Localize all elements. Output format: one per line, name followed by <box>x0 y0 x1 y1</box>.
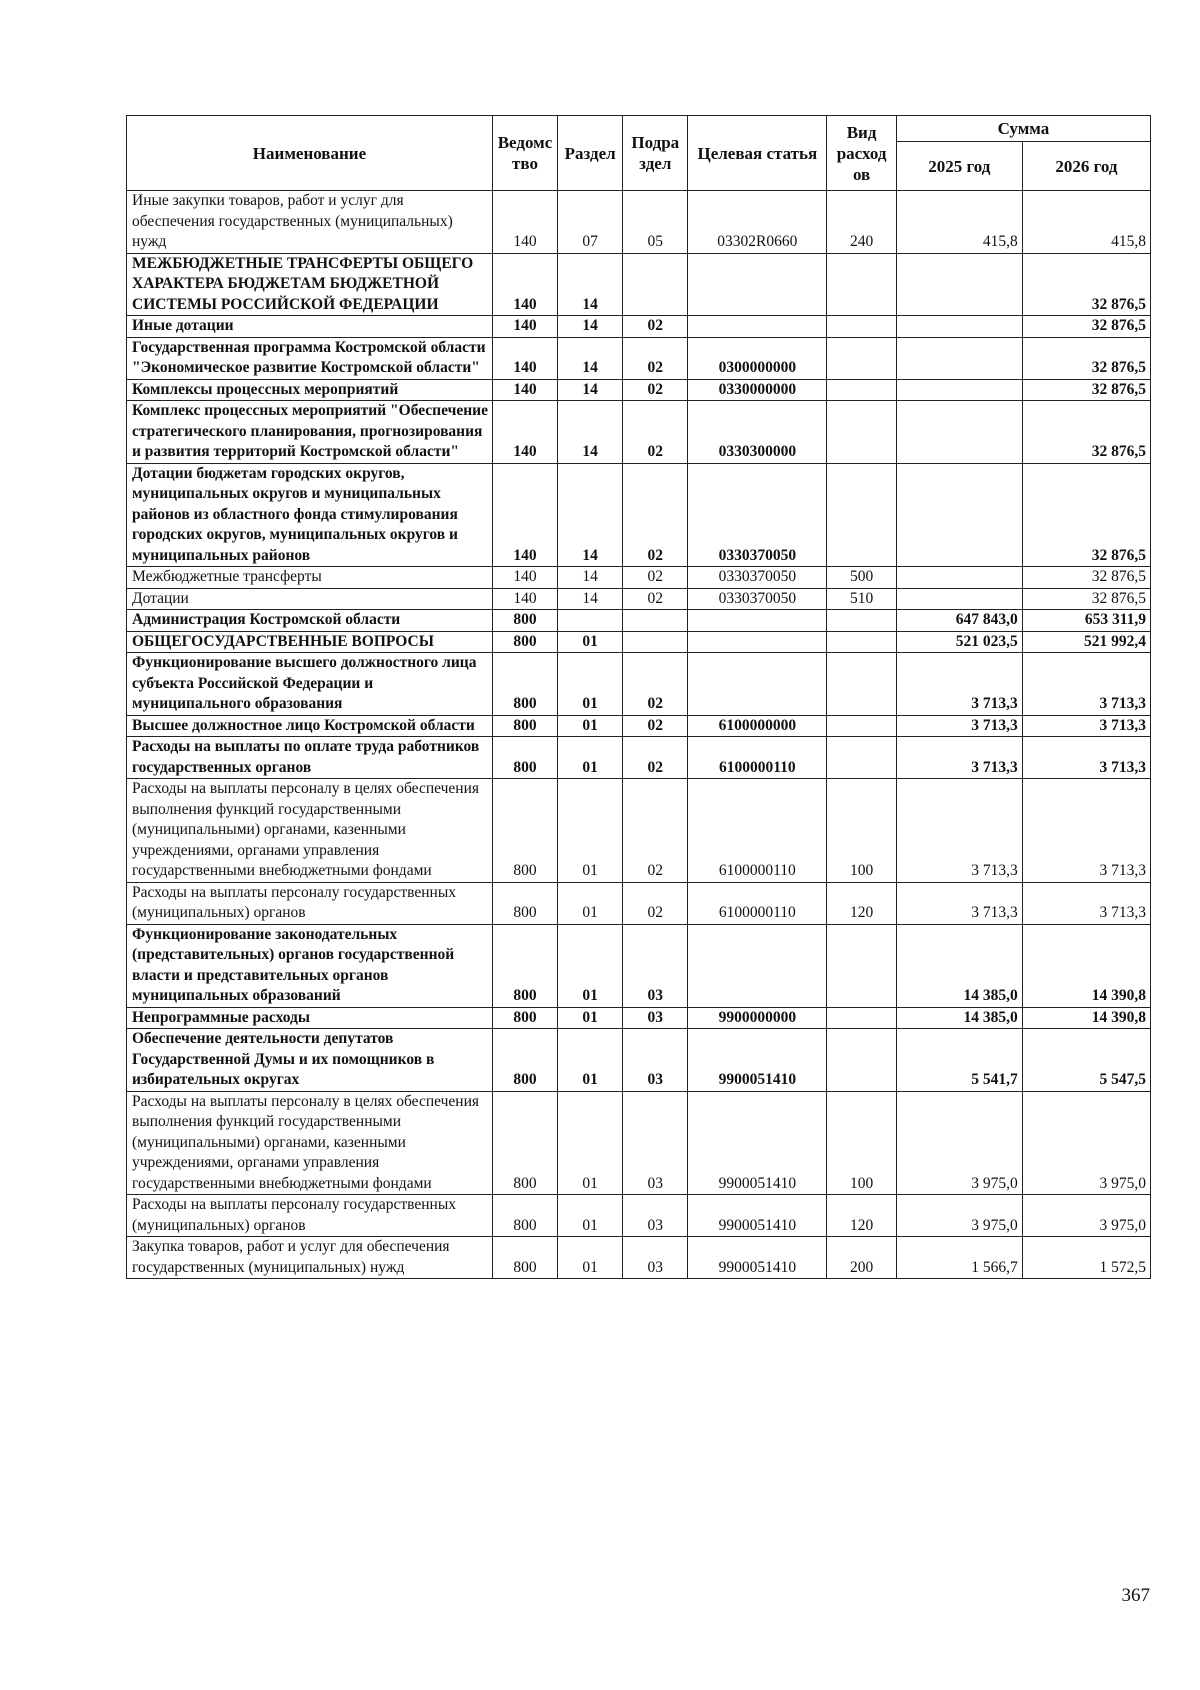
cell-podrazdel: 03 <box>623 1007 688 1029</box>
table-row <box>127 463 1151 567</box>
cell-razdel: 01 <box>558 1029 623 1092</box>
table-row <box>127 401 1151 464</box>
cell-podrazdel: 02 <box>623 567 688 589</box>
cell-vid <box>827 1007 896 1029</box>
cell-sum-2025: 5 541,7 <box>896 1029 1022 1092</box>
cell-vid: 100 <box>827 1091 896 1195</box>
table-row <box>127 715 1151 737</box>
cell-podrazdel: 02 <box>623 715 688 737</box>
header-name: Наименование <box>127 116 493 191</box>
cell-statya <box>688 610 827 632</box>
cell-razdel: 14 <box>558 316 623 338</box>
cell-sum-2026: 32 876,5 <box>1022 588 1150 610</box>
cell-sum-2026: 32 876,5 <box>1022 379 1150 401</box>
cell-vedomstvo: 800 <box>492 715 557 737</box>
cell-sum-2026: 3 975,0 <box>1022 1195 1150 1237</box>
table-row <box>127 737 1151 779</box>
cell-sum-2026: 32 876,5 <box>1022 253 1150 316</box>
cell-sum-2026: 3 975,0 <box>1022 1091 1150 1195</box>
cell-vid <box>827 463 896 567</box>
cell-razdel: 01 <box>558 882 623 924</box>
cell-vid <box>827 1029 896 1092</box>
table-row <box>127 253 1151 316</box>
header-vid: Вид расход ов <box>827 116 896 191</box>
cell-name: Дотации <box>127 588 493 610</box>
cell-vedomstvo: 800 <box>492 1237 557 1279</box>
cell-sum-2025 <box>896 337 1022 379</box>
cell-razdel: 01 <box>558 1237 623 1279</box>
cell-name: Закупка товаров, работ и услуг для обеспечения государственных (муниципальных) нужд <box>127 1237 493 1279</box>
cell-vedomstvo: 140 <box>492 379 557 401</box>
cell-sum-2025 <box>896 401 1022 464</box>
table-row <box>127 1195 1151 1237</box>
cell-podrazdel: 02 <box>623 401 688 464</box>
cell-statya: 6100000110 <box>688 882 827 924</box>
cell-vid: 200 <box>827 1237 896 1279</box>
table-header <box>127 116 1151 191</box>
cell-sum-2025: 415,8 <box>896 191 1022 254</box>
cell-sum-2026: 1 572,5 <box>1022 1237 1150 1279</box>
header-podrazdel: Подра здел <box>623 116 688 191</box>
header-vedomstvo: Ведомс тво <box>492 116 557 191</box>
cell-razdel: 01 <box>558 924 623 1007</box>
cell-razdel: 07 <box>558 191 623 254</box>
cell-statya: 0330000000 <box>688 379 827 401</box>
cell-sum-2025: 3 975,0 <box>896 1091 1022 1195</box>
cell-sum-2026: 14 390,8 <box>1022 924 1150 1007</box>
budget-table-sheet <box>126 115 1151 1279</box>
cell-vedomstvo: 140 <box>492 401 557 464</box>
header-summa: Сумма <box>896 116 1150 142</box>
table-row <box>127 779 1151 883</box>
cell-podrazdel: 03 <box>623 1195 688 1237</box>
cell-razdel: 01 <box>558 779 623 883</box>
cell-statya: 9900051410 <box>688 1195 827 1237</box>
cell-razdel: 01 <box>558 1007 623 1029</box>
cell-razdel: 14 <box>558 463 623 567</box>
cell-name: Расходы на выплаты по оплате труда работников государственных органов <box>127 737 493 779</box>
cell-sum-2025 <box>896 588 1022 610</box>
cell-statya: 0330300000 <box>688 401 827 464</box>
cell-sum-2026: 3 713,3 <box>1022 737 1150 779</box>
cell-podrazdel: 02 <box>623 779 688 883</box>
cell-name: Расходы на выплаты персоналу государственных (муниципальных) органов <box>127 882 493 924</box>
cell-vedomstvo: 140 <box>492 191 557 254</box>
cell-sum-2025: 647 843,0 <box>896 610 1022 632</box>
cell-sum-2025: 3 975,0 <box>896 1195 1022 1237</box>
cell-vid: 240 <box>827 191 896 254</box>
cell-name: Расходы на выплаты персоналу государственных (муниципальных) органов <box>127 1195 493 1237</box>
cell-sum-2025 <box>896 379 1022 401</box>
cell-statya: 6100000110 <box>688 779 827 883</box>
cell-razdel: 14 <box>558 253 623 316</box>
cell-razdel: 01 <box>558 737 623 779</box>
cell-name: Иные закупки товаров, работ и услуг для обеспечения государственных (муниципальных) нужд <box>127 191 493 254</box>
table-row <box>127 1007 1151 1029</box>
cell-name: Непрограммные расходы <box>127 1007 493 1029</box>
cell-vedomstvo: 800 <box>492 1091 557 1195</box>
cell-vid <box>827 610 896 632</box>
cell-razdel <box>558 610 623 632</box>
cell-vid <box>827 316 896 338</box>
cell-sum-2025: 521 023,5 <box>896 631 1022 653</box>
cell-name: Дотации бюджетам городских округов, муниципальных округов и муниципальных районов из областного фонда стимулирования городских округов, муниципальных округов и муниципальных районов <box>127 463 493 567</box>
cell-razdel: 01 <box>558 715 623 737</box>
table-row <box>127 191 1151 254</box>
cell-sum-2026: 14 390,8 <box>1022 1007 1150 1029</box>
table-row <box>127 1091 1151 1195</box>
cell-vedomstvo: 800 <box>492 1029 557 1092</box>
cell-statya <box>688 316 827 338</box>
cell-razdel: 14 <box>558 588 623 610</box>
cell-sum-2026: 3 713,3 <box>1022 653 1150 716</box>
cell-sum-2025 <box>896 253 1022 316</box>
cell-vedomstvo: 800 <box>492 1007 557 1029</box>
cell-vid: 120 <box>827 882 896 924</box>
cell-sum-2025 <box>896 463 1022 567</box>
cell-sum-2026: 521 992,4 <box>1022 631 1150 653</box>
cell-vid: 120 <box>827 1195 896 1237</box>
cell-statya: 6100000110 <box>688 737 827 779</box>
cell-vedomstvo: 800 <box>492 631 557 653</box>
cell-razdel: 14 <box>558 401 623 464</box>
cell-podrazdel: 05 <box>623 191 688 254</box>
cell-vid <box>827 631 896 653</box>
cell-sum-2026: 32 876,5 <box>1022 401 1150 464</box>
cell-sum-2025: 3 713,3 <box>896 779 1022 883</box>
cell-vid <box>827 379 896 401</box>
header-year-2026: 2026 год <box>1022 142 1150 191</box>
cell-podrazdel: 02 <box>623 882 688 924</box>
table-row <box>127 588 1151 610</box>
cell-podrazdel: 03 <box>623 1091 688 1195</box>
cell-vedomstvo: 800 <box>492 610 557 632</box>
cell-sum-2026: 3 713,3 <box>1022 779 1150 883</box>
cell-vid <box>827 253 896 316</box>
cell-sum-2026: 3 713,3 <box>1022 882 1150 924</box>
cell-vedomstvo: 140 <box>492 337 557 379</box>
cell-sum-2026: 5 547,5 <box>1022 1029 1150 1092</box>
cell-name: Государственная программа Костромской области "Экономическое развитие Костромской области" <box>127 337 493 379</box>
cell-vedomstvo: 140 <box>492 463 557 567</box>
cell-vid <box>827 715 896 737</box>
cell-vedomstvo: 800 <box>492 653 557 716</box>
cell-name: ОБЩЕГОСУДАРСТВЕННЫЕ ВОПРОСЫ <box>127 631 493 653</box>
cell-podrazdel: 02 <box>623 653 688 716</box>
cell-sum-2025: 3 713,3 <box>896 737 1022 779</box>
cell-razdel: 14 <box>558 379 623 401</box>
cell-statya: 0300000000 <box>688 337 827 379</box>
cell-sum-2026: 653 311,9 <box>1022 610 1150 632</box>
cell-sum-2025: 14 385,0 <box>896 924 1022 1007</box>
cell-vedomstvo: 800 <box>492 779 557 883</box>
cell-podrazdel: 02 <box>623 737 688 779</box>
cell-sum-2025: 3 713,3 <box>896 653 1022 716</box>
cell-sum-2026: 3 713,3 <box>1022 715 1150 737</box>
cell-vedomstvo: 140 <box>492 253 557 316</box>
cell-podrazdel: 03 <box>623 1029 688 1092</box>
page-number: 367 <box>1121 1585 1150 1606</box>
cell-razdel: 14 <box>558 567 623 589</box>
cell-vedomstvo: 800 <box>492 737 557 779</box>
cell-statya: 6100000000 <box>688 715 827 737</box>
cell-vid <box>827 401 896 464</box>
cell-name: Комплексы процессных мероприятий <box>127 379 493 401</box>
table-row <box>127 653 1151 716</box>
cell-statya: 0330370050 <box>688 588 827 610</box>
cell-statya <box>688 653 827 716</box>
cell-vedomstvo: 800 <box>492 882 557 924</box>
cell-razdel: 01 <box>558 631 623 653</box>
cell-razdel: 14 <box>558 337 623 379</box>
table-row <box>127 610 1151 632</box>
cell-podrazdel: 02 <box>623 463 688 567</box>
cell-sum-2026: 32 876,5 <box>1022 316 1150 338</box>
cell-vid <box>827 653 896 716</box>
cell-podrazdel: 03 <box>623 924 688 1007</box>
cell-razdel: 01 <box>558 1195 623 1237</box>
cell-podrazdel <box>623 253 688 316</box>
cell-name: Расходы на выплаты персоналу в целях обеспечения выполнения функций государственными (муниципальными) органами, казенными учреждениями, органами управления государственными внебюджетными фондами <box>127 1091 493 1195</box>
cell-name: Межбюджетные трансферты <box>127 567 493 589</box>
cell-podrazdel: 02 <box>623 337 688 379</box>
table-row <box>127 379 1151 401</box>
cell-vedomstvo: 140 <box>492 567 557 589</box>
cell-statya: 9900000000 <box>688 1007 827 1029</box>
table-row <box>127 631 1151 653</box>
cell-sum-2026: 32 876,5 <box>1022 463 1150 567</box>
cell-sum-2025: 1 566,7 <box>896 1237 1022 1279</box>
cell-statya <box>688 631 827 653</box>
table-row <box>127 567 1151 589</box>
cell-statya: 9900051410 <box>688 1091 827 1195</box>
header-statya: Целевая статья <box>688 116 827 191</box>
cell-vedomstvo: 800 <box>492 1195 557 1237</box>
cell-sum-2026: 415,8 <box>1022 191 1150 254</box>
cell-vid <box>827 924 896 1007</box>
table-row <box>127 337 1151 379</box>
cell-vedomstvo: 140 <box>492 588 557 610</box>
cell-vid <box>827 737 896 779</box>
cell-statya: 9900051410 <box>688 1029 827 1092</box>
cell-name: Функционирование высшего должностного лица субъекта Российской Федерации и муниципального образования <box>127 653 493 716</box>
cell-podrazdel: 02 <box>623 379 688 401</box>
cell-name: Расходы на выплаты персоналу в целях обеспечения выполнения функций государственными (муниципальными) органами, казенными учреждениями, органами управления государственными внебюджетными фондами <box>127 779 493 883</box>
cell-name: Иные дотации <box>127 316 493 338</box>
cell-name: МЕЖБЮДЖЕТНЫЕ ТРАНСФЕРТЫ ОБЩЕГО ХАРАКТЕРА БЮДЖЕТАМ БЮДЖЕТНОЙ СИСТЕМЫ РОССИЙСКОЙ ФЕДЕРАЦИИ <box>127 253 493 316</box>
cell-podrazdel: 02 <box>623 316 688 338</box>
cell-statya <box>688 253 827 316</box>
cell-statya: 0330370050 <box>688 463 827 567</box>
cell-vid: 100 <box>827 779 896 883</box>
cell-statya: 9900051410 <box>688 1237 827 1279</box>
cell-sum-2025 <box>896 567 1022 589</box>
cell-vedomstvo: 800 <box>492 924 557 1007</box>
cell-name: Высшее должностное лицо Костромской области <box>127 715 493 737</box>
cell-name: Обеспечение деятельности депутатов Государственной Думы и их помощников в избирательных округах <box>127 1029 493 1092</box>
cell-sum-2025 <box>896 316 1022 338</box>
cell-sum-2025: 3 713,3 <box>896 882 1022 924</box>
cell-vid <box>827 337 896 379</box>
cell-podrazdel: 03 <box>623 1237 688 1279</box>
table-row <box>127 316 1151 338</box>
table-row <box>127 1237 1151 1279</box>
table-row <box>127 924 1151 1007</box>
cell-name: Функционирование законодательных (представительных) органов государственной власти и представительных органов муниципальных образований <box>127 924 493 1007</box>
cell-sum-2026: 32 876,5 <box>1022 567 1150 589</box>
cell-razdel: 01 <box>558 1091 623 1195</box>
cell-vid: 500 <box>827 567 896 589</box>
table-body <box>127 191 1151 1279</box>
cell-name: Комплекс процессных мероприятий "Обеспечение стратегического планирования, прогнозирования и развития территорий Костромской области" <box>127 401 493 464</box>
cell-sum-2026: 32 876,5 <box>1022 337 1150 379</box>
cell-sum-2025: 14 385,0 <box>896 1007 1022 1029</box>
cell-sum-2025: 3 713,3 <box>896 715 1022 737</box>
cell-vid: 510 <box>827 588 896 610</box>
header-year-2025: 2025 год <box>896 142 1022 191</box>
cell-statya <box>688 924 827 1007</box>
cell-vedomstvo: 140 <box>492 316 557 338</box>
cell-podrazdel <box>623 631 688 653</box>
budget-table <box>126 115 1151 1279</box>
table-row <box>127 882 1151 924</box>
cell-statya: 03302R0660 <box>688 191 827 254</box>
header-razdel: Раздел <box>558 116 623 191</box>
cell-razdel: 01 <box>558 653 623 716</box>
cell-name: Администрация Костромской области <box>127 610 493 632</box>
cell-podrazdel <box>623 610 688 632</box>
cell-statya: 0330370050 <box>688 567 827 589</box>
table-row <box>127 1029 1151 1092</box>
cell-podrazdel: 02 <box>623 588 688 610</box>
